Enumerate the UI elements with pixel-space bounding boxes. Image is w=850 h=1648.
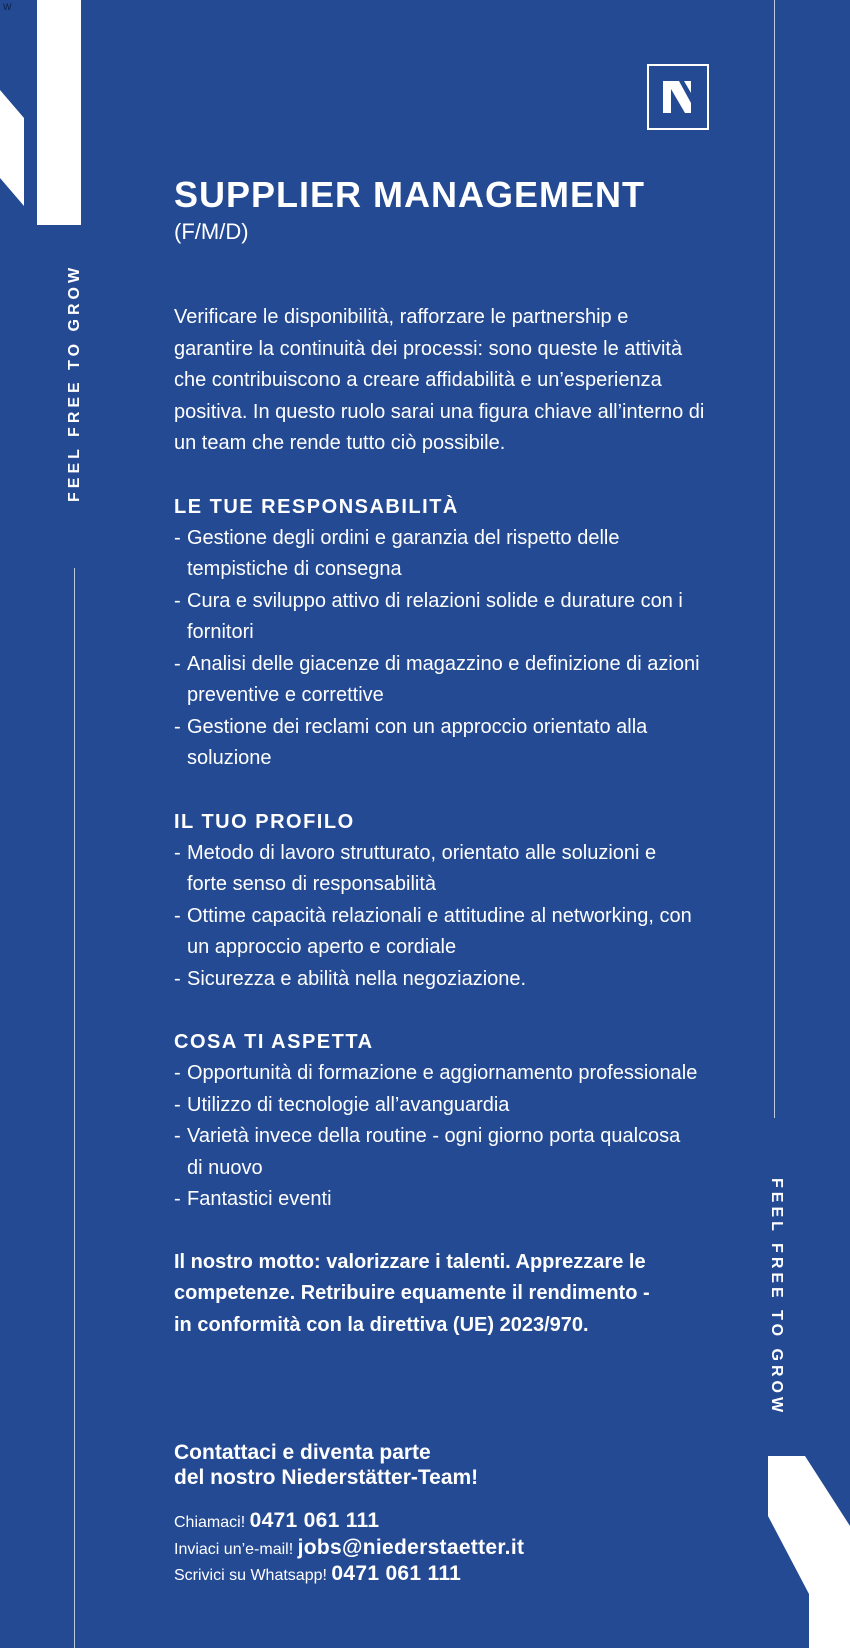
profile-heading: IL TUO PROFILO xyxy=(174,810,355,833)
contact-whatsapp-label: Scrivici su Whatsapp! xyxy=(174,1567,327,1584)
contact-email-label: Inviaci un’e-mail! xyxy=(174,1540,294,1558)
intro-line: positiva. In questo ruolo sarai una figura chiave all’interno di xyxy=(174,400,705,423)
left-vertical-line xyxy=(74,568,75,1648)
contact-email xyxy=(174,1536,734,1563)
email-address[interactable]: jobs@niederstaetter.it xyxy=(297,1535,525,1559)
contact-heading-line: Contattaci e diventa parte xyxy=(174,1441,431,1464)
list-item xyxy=(174,901,734,964)
job-gender-note: (F/M/D) xyxy=(174,219,249,244)
list-item xyxy=(174,649,734,712)
list-item-line: - Gestione dei reclami con un approccio orientato alla xyxy=(187,715,648,738)
n-logo-icon xyxy=(663,81,693,113)
motto-line: Il nostro motto: valorizzare i talenti. Apprezzare le xyxy=(174,1250,646,1273)
list-item-line: fornitori xyxy=(187,621,254,643)
contact-phone-label: Chiamaci! xyxy=(174,1514,246,1531)
list-item-line: - Analisi delle giacenze di magazzino e definizione di azioni xyxy=(187,652,700,675)
responsibilities-list xyxy=(174,523,734,775)
list-item-line: - Ottime capacità relazionali e attitudine al networking, con xyxy=(187,904,692,927)
contact-whatsapp xyxy=(174,1562,734,1589)
contact-details xyxy=(174,1509,734,1589)
list-item xyxy=(174,523,734,586)
list-item-line: tempistiche di consegna xyxy=(187,558,402,580)
list-item-line: - Sicurezza e abilità nella negoziazione. xyxy=(187,967,527,990)
side-slogan-left: FEEL FREE TO GROW xyxy=(66,263,83,502)
intro-line: un team che rende tutto ciò possibile. xyxy=(174,432,506,454)
intro-line: garantire la continuità dei processi: sono queste le attività xyxy=(174,337,683,360)
contact-section xyxy=(174,1440,734,1589)
list-item-line: di nuovo xyxy=(187,1156,263,1179)
list-item-line: - Opportunità di formazione e aggiornamento professionale xyxy=(187,1062,698,1084)
contact-heading xyxy=(174,1440,734,1490)
offer-list xyxy=(174,1058,734,1216)
list-item xyxy=(174,838,734,901)
list-item-line: - Fantastici eventi xyxy=(187,1188,332,1210)
list-item-line: - Utilizzo di tecnologie all’avanguardia xyxy=(187,1093,510,1116)
corner-mark: W xyxy=(3,2,12,12)
list-item xyxy=(174,712,734,775)
job-posting-content xyxy=(174,174,734,1341)
list-item xyxy=(174,1121,734,1184)
left-chevron-decoration xyxy=(0,90,26,206)
left-decorative-bar xyxy=(37,0,81,225)
list-item-line: un approccio aperto e cordiale xyxy=(187,936,457,958)
list-item xyxy=(174,964,734,996)
side-slogan-right: FEEL FREE TO GROW xyxy=(768,1178,785,1417)
list-item xyxy=(174,1184,734,1216)
list-item xyxy=(174,1090,734,1122)
motto-line: competenze. Retribuire equamente il rendimento - xyxy=(174,1282,650,1304)
list-item-line: preventive e correttive xyxy=(187,684,384,706)
offer-heading: COSA TI ASPETTA xyxy=(174,1031,374,1053)
job-title: SUPPLIER MANAGEMENT xyxy=(174,174,646,215)
logo xyxy=(647,64,709,130)
intro-line: che contribuiscono a creare affidabilità e un’esperienza xyxy=(174,369,662,391)
motto-line: in conformità con la direttiva (UE) 2023/970. xyxy=(174,1313,589,1336)
motto-paragraph xyxy=(174,1247,734,1342)
profile-list xyxy=(174,838,734,996)
list-item xyxy=(174,1058,734,1090)
right-vertical-line xyxy=(774,0,775,1118)
intro-line: Verificare le disponibilità, rafforzare le partnership e xyxy=(174,306,629,328)
whatsapp-number[interactable]: 0471 061 111 xyxy=(331,1562,462,1585)
responsibilities-heading: LE TUE RESPONSABILITÀ xyxy=(174,495,459,518)
contact-phone xyxy=(174,1509,734,1536)
list-item-line: forte senso di responsabilità xyxy=(187,873,437,895)
list-item xyxy=(174,586,734,649)
bottom-chevron-decoration xyxy=(768,1456,850,1648)
intro-paragraph xyxy=(174,302,734,460)
list-item-line: - Metodo di lavoro strutturato, orientato alle soluzioni e xyxy=(187,841,657,864)
phone-number[interactable]: 0471 061 111 xyxy=(249,1509,380,1532)
contact-heading-line: del nostro Niederstätter-Team! xyxy=(174,1466,479,1489)
list-item-line: - Cura e sviluppo attivo di relazioni solide e durature con i xyxy=(187,589,683,612)
list-item-line: soluzione xyxy=(187,747,272,769)
list-item-line: - Varietà invece della routine - ogni giorno porta qualcosa xyxy=(187,1125,681,1147)
list-item-line: - Gestione degli ordini e garanzia del rispetto delle xyxy=(187,526,620,549)
